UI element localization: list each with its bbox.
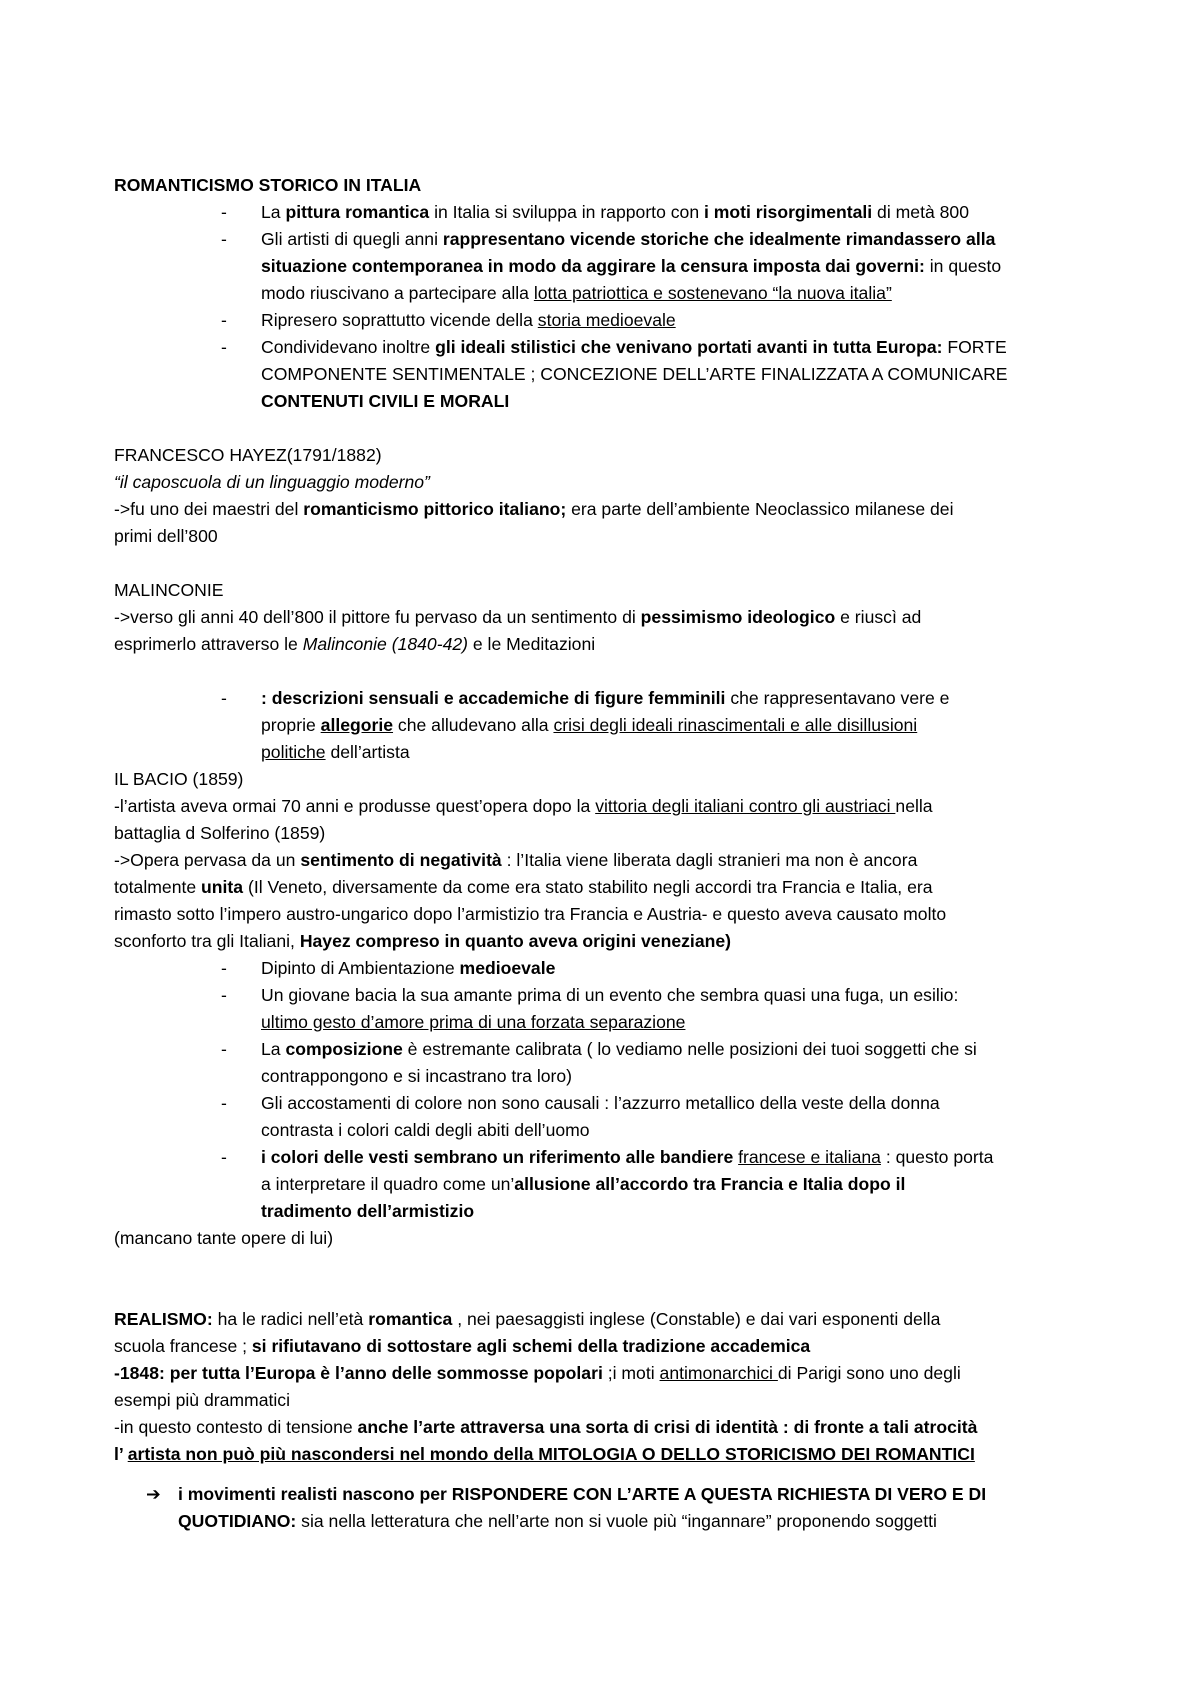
text-segment: artista non può più nascondersi nel mondo della MITOLOGIA O DELLO STORICISMO DEI ROMANTICI xyxy=(127,1444,975,1464)
dash-bullet: - xyxy=(221,1093,227,1113)
text-segment: composizione xyxy=(285,1039,403,1059)
text-segment: rimasto sotto l’impero austro-ungarico dopo l’armistizio tra Francia e Austria- e questo aveva causato molto xyxy=(114,904,947,924)
bullet-item xyxy=(114,307,1104,334)
text-line xyxy=(114,442,1104,469)
text-segment: vittoria degli italiani contro gli austriaci xyxy=(595,796,896,816)
text-segment: e le Meditazioni xyxy=(468,634,596,654)
dash-bullet: - xyxy=(221,229,227,249)
arrow-item xyxy=(114,1481,1104,1508)
text-segment: in Italia si sviluppa in rapporto con xyxy=(429,202,704,222)
text-segment: “il caposcuola di un linguaggio moderno” xyxy=(114,472,430,492)
bullet-continuation xyxy=(114,1117,1104,1144)
text-segment: FORTE xyxy=(942,337,1007,357)
text-segment: Hayez compreso in quanto aveva origini veneziane) xyxy=(299,931,731,951)
text-line xyxy=(114,1333,1104,1360)
dash-bullet: - xyxy=(221,337,227,357)
text-segment: dell’artista xyxy=(325,742,410,762)
arrow-continuation xyxy=(114,1508,1104,1535)
dash-bullet: - xyxy=(221,1039,227,1059)
text-segment: esprimerlo attraverso le xyxy=(114,634,303,654)
text-segment: a interpretare il quadro come un’ xyxy=(261,1174,515,1194)
text-segment: tradimento dell’armistizio xyxy=(261,1201,475,1221)
text-line xyxy=(114,172,1104,199)
text-segment: allegorie xyxy=(320,715,394,735)
text-segment: MALINCONIE xyxy=(114,580,224,600)
text-segment: ;i moti xyxy=(602,1363,660,1383)
text-segment: REALISMO: xyxy=(114,1309,213,1329)
text-segment: La xyxy=(261,202,286,222)
dash-bullet: - xyxy=(221,1147,227,1167)
text-segment: l’ xyxy=(114,1444,128,1464)
text-line xyxy=(114,1387,1104,1414)
text-segment: (mancano tante opere di lui) xyxy=(114,1228,334,1248)
text-segment: scuola francese ; xyxy=(114,1336,252,1356)
text-segment: ->Opera pervasa da un xyxy=(114,850,301,870)
text-segment: Un giovane bacia la sua amante prima di un evento che sembra quasi una fuga, un esilio: xyxy=(261,985,959,1005)
text-segment: COMPONENTE SENTIMENTALE ; CONCEZIONE DELL’ARTE FINALIZZATA A COMUNICARE xyxy=(261,364,1008,384)
text-segment: ->fu uno dei maestri del xyxy=(114,499,304,519)
text-segment: sia nella letteratura che nell’arte non si vuole più “ingannare” proponendo soggetti xyxy=(296,1511,937,1531)
text-segment: è estremante calibrata ( lo vediamo nelle posizioni dei tuoi soggetti che si xyxy=(402,1039,977,1059)
bullet-item xyxy=(114,1090,1104,1117)
bullet-continuation xyxy=(114,739,1104,766)
bullet-continuation xyxy=(114,1171,1104,1198)
text-segment: , nei paesaggisti inglese (Constable) e dai vari esponenti della xyxy=(452,1309,941,1329)
text-segment: e riuscì ad xyxy=(835,607,922,627)
bullet-item xyxy=(114,982,1104,1009)
text-segment: di metà 800 xyxy=(872,202,969,222)
text-line xyxy=(114,604,1104,631)
text-line xyxy=(114,793,1104,820)
text-segment: romanticismo pittorico italiano; xyxy=(303,499,567,519)
text-line xyxy=(114,631,1104,658)
text-segment: battaglia d Solferino (1859) xyxy=(114,823,326,843)
text-segment: La xyxy=(261,1039,286,1059)
text-segment: : questo porta xyxy=(880,1147,994,1167)
text-segment: CONTENUTI CIVILI E MORALI xyxy=(261,391,510,411)
bullet-continuation xyxy=(114,280,1104,307)
bullet-continuation xyxy=(114,361,1104,388)
bullet-item xyxy=(114,1036,1104,1063)
text-segment: contrappongono e si incastrano tra loro) xyxy=(261,1066,573,1086)
text-line xyxy=(114,1414,1104,1441)
bullet-item xyxy=(114,226,1104,253)
text-segment: Ripresero soprattutto vicende della xyxy=(261,310,538,330)
text-segment: FRANCESCO HAYEZ(1791/1882) xyxy=(114,445,382,465)
bullet-item xyxy=(114,685,1104,712)
text-segment: che alludevano alla xyxy=(393,715,554,735)
text-segment: proprie xyxy=(261,715,321,735)
text-segment: che rappresentavano vere e xyxy=(725,688,950,708)
text-segment: QUOTIDIANO: xyxy=(178,1511,297,1531)
dash-bullet: - xyxy=(221,688,227,708)
text-segment: pessimismo ideologico xyxy=(640,607,836,627)
text-segment: allusione all’accordo tra Francia e Italia dopo il xyxy=(514,1174,906,1194)
bullet-continuation xyxy=(114,253,1104,280)
text-line xyxy=(114,766,1104,793)
text-segment: lotta patriottica e sostenevano “la nuova italia” xyxy=(533,283,892,303)
dash-bullet: - xyxy=(221,202,227,222)
text-segment: era parte dell’ambiente Neoclassico milanese dei xyxy=(566,499,954,519)
blank-line xyxy=(114,1279,1104,1306)
text-segment: i movimenti realisti nascono per RISPONDERE CON L’ARTE A QUESTA RICHIESTA DI VERO E DI xyxy=(178,1484,987,1504)
text-segment: crisi degli ideali rinascimentali e alle disillusioni xyxy=(553,715,918,735)
text-line xyxy=(114,496,1104,523)
text-segment: ROMANTICISMO STORICO IN ITALIA xyxy=(114,175,422,195)
text-line xyxy=(114,523,1104,550)
text-line xyxy=(114,1225,1104,1252)
bullet-item xyxy=(114,199,1104,226)
text-segment: ->verso gli anni 40 dell’800 il pittore fu pervaso da un sentimento di xyxy=(114,607,641,627)
text-line xyxy=(114,1441,1104,1468)
text-segment: storia medioevale xyxy=(537,310,676,330)
text-segment: Condividevano inoltre xyxy=(261,337,436,357)
text-line xyxy=(114,1306,1104,1333)
bullet-continuation xyxy=(114,1198,1104,1225)
blank-line xyxy=(114,1468,1104,1481)
text-segment: unita xyxy=(201,877,244,897)
text-segment: in questo xyxy=(924,256,1002,276)
text-segment: anche l’arte attraversa una sorta di crisi di identità : di fronte a tali atrocità xyxy=(357,1417,978,1437)
text-segment: nella xyxy=(895,796,933,816)
text-segment: medioevale xyxy=(459,958,556,978)
text-segment: -in questo contesto di tensione xyxy=(114,1417,358,1437)
text-segment: esempi più drammatici xyxy=(114,1390,290,1410)
text-line xyxy=(114,820,1104,847)
arrow-icon: ➔ xyxy=(146,1484,161,1504)
text-segment: situazione contemporanea in modo da aggirare la censura imposta dai governi: xyxy=(261,256,925,276)
text-line xyxy=(114,901,1104,928)
text-line xyxy=(114,577,1104,604)
text-segment: -l’artista aveva ormai 70 anni e produsse quest’opera dopo la xyxy=(114,796,596,816)
bullet-item xyxy=(114,955,1104,982)
blank-line xyxy=(114,550,1104,577)
bullet-continuation xyxy=(114,712,1104,739)
text-segment: francese e italiana xyxy=(738,1147,881,1167)
text-segment: antimonarchici xyxy=(659,1363,778,1383)
dash-bullet: - xyxy=(221,985,227,1005)
text-segment: contrasta i colori caldi degli abiti dell’uomo xyxy=(261,1120,590,1140)
dash-bullet: - xyxy=(221,310,227,330)
document-body xyxy=(114,172,1104,1535)
text-line xyxy=(114,1360,1104,1387)
text-segment: Gli artisti di quegli anni xyxy=(261,229,443,249)
text-segment: : l’Italia viene liberata dagli stranieri ma non è ancora xyxy=(501,850,918,870)
text-segment: ha le radici nell’età xyxy=(212,1309,369,1329)
blank-line xyxy=(114,658,1104,685)
text-segment: ultimo gesto d’amore prima di una forzata separazione xyxy=(261,1012,686,1032)
text-segment: IL BACIO (1859) xyxy=(114,769,244,789)
text-segment: rappresentano vicende storiche che idealmente rimandassero alla xyxy=(442,229,996,249)
text-segment: politiche xyxy=(261,742,326,762)
text-segment: sentimento di negatività xyxy=(300,850,502,870)
text-line xyxy=(114,874,1104,901)
text-segment: si rifiutavano di sottostare agli schemi della tradizione accademica xyxy=(251,1336,811,1356)
text-segment: (Il Veneto, diversamente da come era stato stabilito negli accordi tra Francia e Italia, era xyxy=(243,877,933,897)
text-segment: Malinconie (1840-42) xyxy=(302,634,468,654)
text-segment: : descrizioni sensuali e accademiche di figure femminili xyxy=(261,688,726,708)
bullet-item xyxy=(114,1144,1104,1171)
bullet-continuation xyxy=(114,388,1104,415)
blank-line xyxy=(114,415,1104,442)
text-segment: gli ideali stilistici che venivano portati avanti in tutta Europa: xyxy=(435,337,943,357)
bullet-item xyxy=(114,334,1104,361)
bullet-continuation xyxy=(114,1009,1104,1036)
text-segment: Dipinto di Ambientazione xyxy=(261,958,460,978)
text-segment: i moti risorgimentali xyxy=(704,202,873,222)
text-segment: Gli accostamenti di colore non sono causali : l’azzurro metallico della veste della donna xyxy=(261,1093,940,1113)
text-segment: totalmente xyxy=(114,877,202,897)
text-segment: primi dell’800 xyxy=(114,526,218,546)
text-segment: -1848: per tutta l’Europa è l’anno delle sommosse popolari xyxy=(114,1363,603,1383)
text-line xyxy=(114,847,1104,874)
text-line xyxy=(114,469,1104,496)
text-segment: pittura romantica xyxy=(285,202,430,222)
dash-bullet: - xyxy=(221,958,227,978)
text-segment: sconforto tra gli Italiani, xyxy=(114,931,300,951)
bullet-continuation xyxy=(114,1063,1104,1090)
text-segment: di Parigi sono uno degli xyxy=(777,1363,961,1383)
text-segment: romantica xyxy=(368,1309,453,1329)
text-line xyxy=(114,928,1104,955)
text-segment: modo riuscivano a partecipare alla xyxy=(261,283,534,303)
text-segment: i colori delle vesti sembrano un riferimento alle bandiere xyxy=(261,1147,739,1167)
blank-line xyxy=(114,1252,1104,1279)
